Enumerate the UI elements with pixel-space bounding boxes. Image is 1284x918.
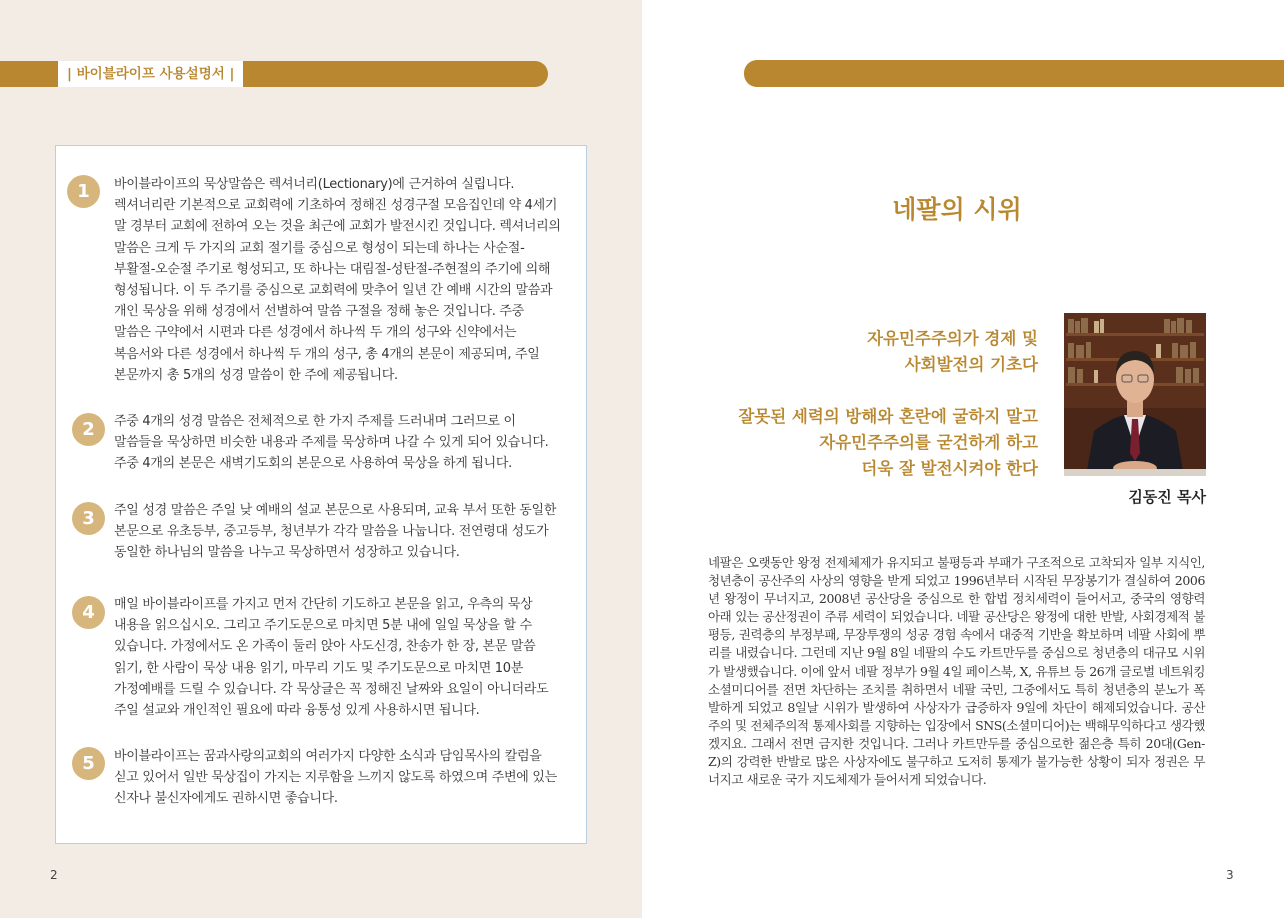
article-body: 네팔은 오랫동안 왕정 전제체제가 유지되고 불평등과 부패가 구조적으로 고착되자 일부 지식인, 청년층이 공산주의 사상의 영향을 받게 되었고 1996년부터 시작된 무장봉기가 결실하여 2006년 왕정이 무너지고, 2008년 공산당을 중심으로 한 합법 정치세력이 들어서고, 중국의 영향력 아래 있는 공산정권이 주류 세력이 되었습니다. 네팔 공산당은 왕정에 대한 반발, 사회경제적 불평등, 권력층의 부정부패, 무장투쟁의 성공 경험 속에서 대중적 기반을 확보하며 네팔 사회에 뿌리를 내렸습니다. 그런데 지난 9월 8일 네팔의 수도 카트만두를 중심으로 청년층의 대규모 시위가 발생했습니다. 이에 앞서 네팔 정부가 9월 4일 페이스북, X, 유튜브 등 26개 글로벌 네트워킹 소셜미디어를 전면 차단하는 조치를 취하면서 네팔 국민, 그중에서도 특히 청년층의 분노가 폭발하게 되었고 8일날 시위가 발생하여 사상자가 급증하자 9일에 차단이 해제되었습니다. 공산주의 및 전체주의적 통제사회를 지향하는 입장에서 SNS(소셜미디어)는 백해무익하다고 생각했겠지요. 그래서 전면 금지한 것입니다. 그러나 카트만두를 중심으로한 젊은층 특히 20대(Gen-Z)의 강력한 반발로 많은 사상자에도 불구하고 도저히 통제가 불가능한 상황이 되자 정권은 무너지고 새로운 국가 지도체제가 들어서게 되었습니다. <box>708 555 1205 788</box>
instruction-text: 주중 4개의 성경 말씀은 전체적으로 한 가지 주제를 드러내며 그러므로 이 말씀들을 묵상하면 비슷한 내용과 주제를 묵상하며 나갈 수 있게 되어 있습니다. 주중 4개의 본문은 새벽기도회의 본문으로 사용하여 묵상을 하게 됩니다. <box>114 414 549 472</box>
instructions-box <box>55 145 587 844</box>
author-name: 김동진 목사 <box>1128 488 1206 506</box>
instruction-text: 주일 성경 말씀은 주일 낮 예배의 설교 본문으로 사용되며, 교육 부서 또한 동일한 본문으로 유초등부, 중고등부, 청년부가 각각 말씀을 나눕니다. 전연령대 성도가 동일한 하나님의 말씀을 나누고 묵상하면서 성장하고 있습니다. <box>114 503 557 561</box>
header-bar <box>744 60 1284 87</box>
quote-line-2: 잘못된 세력의 방해와 혼란에 굴하지 말고 자유민주주의를 굳건하게 하고 더욱 잘 발전시켜야 한다 <box>738 407 1038 478</box>
number-badge: 5 <box>72 747 105 780</box>
instruction-text: 매일 바이블라이프를 가지고 먼저 간단히 기도하고 본문을 읽고, 우측의 묵상 내용을 읽으십시오. 그리고 주기도문으로 마치면 5분 내에 일일 묵상을 할 수 있습니다. 가정에서도 온 가족이 둘러 앉아 사도신경, 찬송가 한 장, 본문 말씀 읽기, 한 사람이 묵상 내용 읽기, 마무리 기도 및 주기도문으로 마치면 10분 가정예배를 드릴 수 있습니다. 각 묵상글은 꼭 정해진 날짜와 요일이 아니더라도 주일 설교와 개인적인 필요에 따라 융통성 있게 사용하시면 됩니다. <box>114 597 549 719</box>
section-header-label: | 바이블라이프 사용설명서 | <box>58 61 243 87</box>
number-badge: 1 <box>67 175 100 208</box>
instruction-text: 바이블라이프는 꿈과사랑의교회의 여러가지 다양한 소식과 담임목사의 칼럼을 싣고 있어서 일반 묵상집이 가지는 지루함을 느끼지 않도록 하였으며 주변에 있는 신자나 불신자에게도 권하시면 좋습니다. <box>114 749 557 807</box>
number-badge: 4 <box>72 596 105 629</box>
quote-line-1: 자유민주주의가 경제 및 사회발전의 기초다 <box>867 329 1038 374</box>
right-page <box>642 0 1284 918</box>
page-number-right: 3 <box>1226 868 1234 882</box>
article-title: 네팔의 시위 <box>892 195 1022 224</box>
pull-quote <box>738 326 1038 508</box>
number-badge: 2 <box>72 413 105 446</box>
title-container <box>862 190 1052 226</box>
number-badge: 3 <box>72 502 105 535</box>
page-number-left: 2 <box>50 868 58 882</box>
instruction-text: 바이블라이프의 묵상말씀은 렉셔너리(Lectionary)에 근거하여 실립니다. 렉셔너리란 기본적으로 교회력에 기초하여 정해진 성경구절 모음집인데 약 4세기 말 경부터 교회에 전하여 오는 것을 최근에 교회가 발전시킨 것입니다. 렉셔너리의 말씀은 크게 두 가지의 교회 절기를 중심으로 형성이 되는데 하나는 사순절-부활절-오순절 주기로 형성되고, 또 하나는 대림절-성탄절-주현절의 주기에 의해 형성됩니다. 이 두 주기를 중심으로 교회력에 맞추어 일년 간 예배 시간의 말씀과 개인 묵상을 위해 성경에서 선별하여 말씀 구절을 정해 놓은 것입니다. 주중 말씀은 구약에서 시편과 다른 성경에서 하나씩 두 개의 성구와 신약에서는 복음서와 다른 성경에서 하나씩 두 개의 성구, 총 4개의 본문이 제공되며, 주일 본문까지 총 5개의 성경 말씀이 한 주에 제공됩니다. <box>114 177 561 383</box>
author-photo <box>1064 313 1206 476</box>
